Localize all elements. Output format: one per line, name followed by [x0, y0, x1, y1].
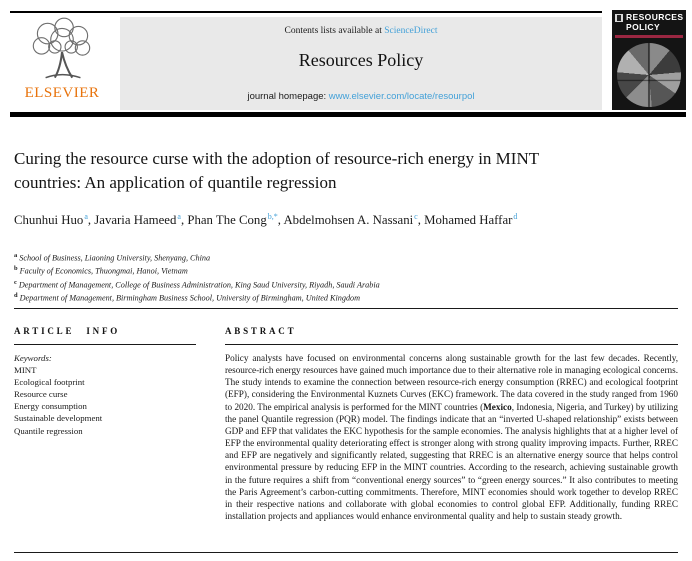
- affiliation-line: [14, 291, 654, 304]
- keywords-block: [14, 352, 204, 437]
- author: [187, 213, 283, 227]
- affiliation-text: Department of Management, College of Business Administration, King Saud University, Riyadh, Saudi Arabia: [18, 280, 380, 290]
- abstract-part-2: , Indonesia, Nigeria, and Turkey) by utilizing the panel Quantile regression (PQR) model. The findings indicate that an “inverted U-shaped relationship” exists between GDP and EFP that validates the EKC hypothesis for the sample economies. The analysis highlights that at a higher level of EFP the environmental quality deteriorating effect is stronger along with strong quality improving impacts. Further, RREC and EFP are negatively and significantly related, suggesting that RREC is an alternative energy source that helps control environmental pressure by reducing EFP in the MINT countries. According to the research, achieving sustainable growth in the future requires a shift from “conventional energy sources” to “green energy sources.” It also contributes to meeting the Paris Agreement’s carbon-cutting commitments. Therefore, MINT economies should work together to develop RREC in their respective nations and collaborate with global economies to control global EFP. Additionally, funding RREC installation projects and appliances would enhance environmental quality and help to sustain steady growth.: [225, 401, 678, 522]
- keyword-item: Resource curse: [14, 389, 68, 400]
- author-name: Phan The Cong: [187, 213, 267, 228]
- cover-title: RESOURCES POLICY: [626, 12, 684, 32]
- affiliation-marker: d: [14, 292, 18, 300]
- abstract-text: [225, 352, 678, 522]
- author: [424, 213, 517, 227]
- affiliation-text: Faculty of Economics, Thuongmai, Hanoi, Vietnam: [19, 267, 188, 277]
- cover-publisher-mark-icon: [615, 14, 623, 22]
- author-affiliation-link[interactable]: a: [84, 212, 88, 221]
- author-separator: ,: [277, 213, 284, 228]
- author-affiliation-link[interactable]: d: [513, 212, 518, 221]
- abstract-part-1: Policy analysts have focused on environmental concerns along sustainable growth for the last few decades. Recently, resource-rich energy resources have gained much importance due to their alternative role in managing ecological concerns. The study intends to examine the connection between resource-rich energy consumption (RREC) and ecological footprint (EFP), considering the Environmental Kuznets Curves (EKC) framework. The data covered in the study ranged from 1960 to 2020. The empirical analysis is performed for the MINT countries (: [225, 353, 678, 412]
- sciencedirect-link[interactable]: ScienceDirect: [384, 26, 438, 36]
- keywords-label: Keywords:: [14, 353, 52, 363]
- author: [283, 213, 424, 227]
- contents-line: [120, 26, 602, 36]
- header-top-rule: [10, 11, 602, 13]
- homepage-url-link[interactable]: www.elsevier.com/locate/resourpol: [328, 91, 475, 102]
- abstract-heading: ABSTRACT: [225, 326, 297, 336]
- elsevier-tree-icon: [21, 16, 103, 84]
- author-separator: ,: [417, 213, 425, 228]
- elsevier-logo: [12, 16, 112, 102]
- keyword-item: Sustainable development: [14, 413, 103, 424]
- section-divider-rule: [14, 308, 678, 309]
- cover-photo-collage: [617, 43, 681, 107]
- author-separator: ,: [87, 213, 95, 228]
- article-info-underline: [14, 344, 196, 345]
- author-affiliation-link[interactable]: a: [177, 212, 181, 221]
- author-name: Mohamed Haffar: [424, 213, 513, 228]
- header-thick-rule: [10, 112, 686, 117]
- author-separator: ,: [180, 213, 188, 228]
- keyword-item: MINT: [14, 365, 37, 376]
- author-affiliation-link[interactable]: b,*: [267, 212, 278, 221]
- journal-cover-thumbnail[interactable]: [612, 10, 686, 110]
- affiliation-marker: b: [14, 265, 18, 273]
- abstract-bold-word: Mexico: [483, 401, 512, 412]
- affiliation-text: School of Business, Liaoning University, Shenyang, China: [19, 253, 211, 263]
- affiliation-marker: c: [14, 278, 17, 286]
- homepage-label: journal homepage:: [247, 91, 327, 102]
- author-name: Chunhui Huo: [14, 213, 84, 228]
- cover-accent-band: [615, 35, 683, 38]
- affiliation-line: [14, 264, 654, 277]
- author-affiliation-link[interactable]: c: [414, 212, 418, 221]
- author-line: [14, 209, 519, 229]
- author: [14, 213, 94, 227]
- author: [94, 213, 187, 227]
- page-bottom-rule: [14, 552, 678, 553]
- journal-title: Resources Policy: [298, 50, 424, 70]
- affiliations: [14, 251, 654, 305]
- article-info-heading: ARTICLE INFO: [14, 326, 121, 336]
- affiliation-marker: a: [14, 252, 18, 259]
- abstract-underline: [225, 344, 678, 345]
- author-name: Javaria Hameed: [94, 213, 177, 228]
- article-title: Curing the resource curse with the adoption of resource-rich energy in MINT countries: An application of quantile regression: [14, 149, 539, 192]
- affiliation-line: [14, 278, 654, 291]
- keyword-item: Energy consumption: [14, 401, 87, 412]
- elsevier-wordmark: ELSEVIER: [24, 85, 100, 101]
- contents-prefix: Contents lists available at: [284, 26, 382, 36]
- affiliation-line: [14, 251, 654, 264]
- author-name: Abdelmohsen A. Nassani: [283, 213, 414, 228]
- keyword-item: Ecological footprint: [14, 377, 85, 388]
- journal-masthead: [120, 17, 602, 110]
- keyword-item: Quantile regression: [14, 425, 83, 436]
- affiliation-text: Department of Management, Birmingham Business School, University of Birmingham, United Kingdom: [19, 294, 361, 304]
- homepage-line: [120, 91, 602, 102]
